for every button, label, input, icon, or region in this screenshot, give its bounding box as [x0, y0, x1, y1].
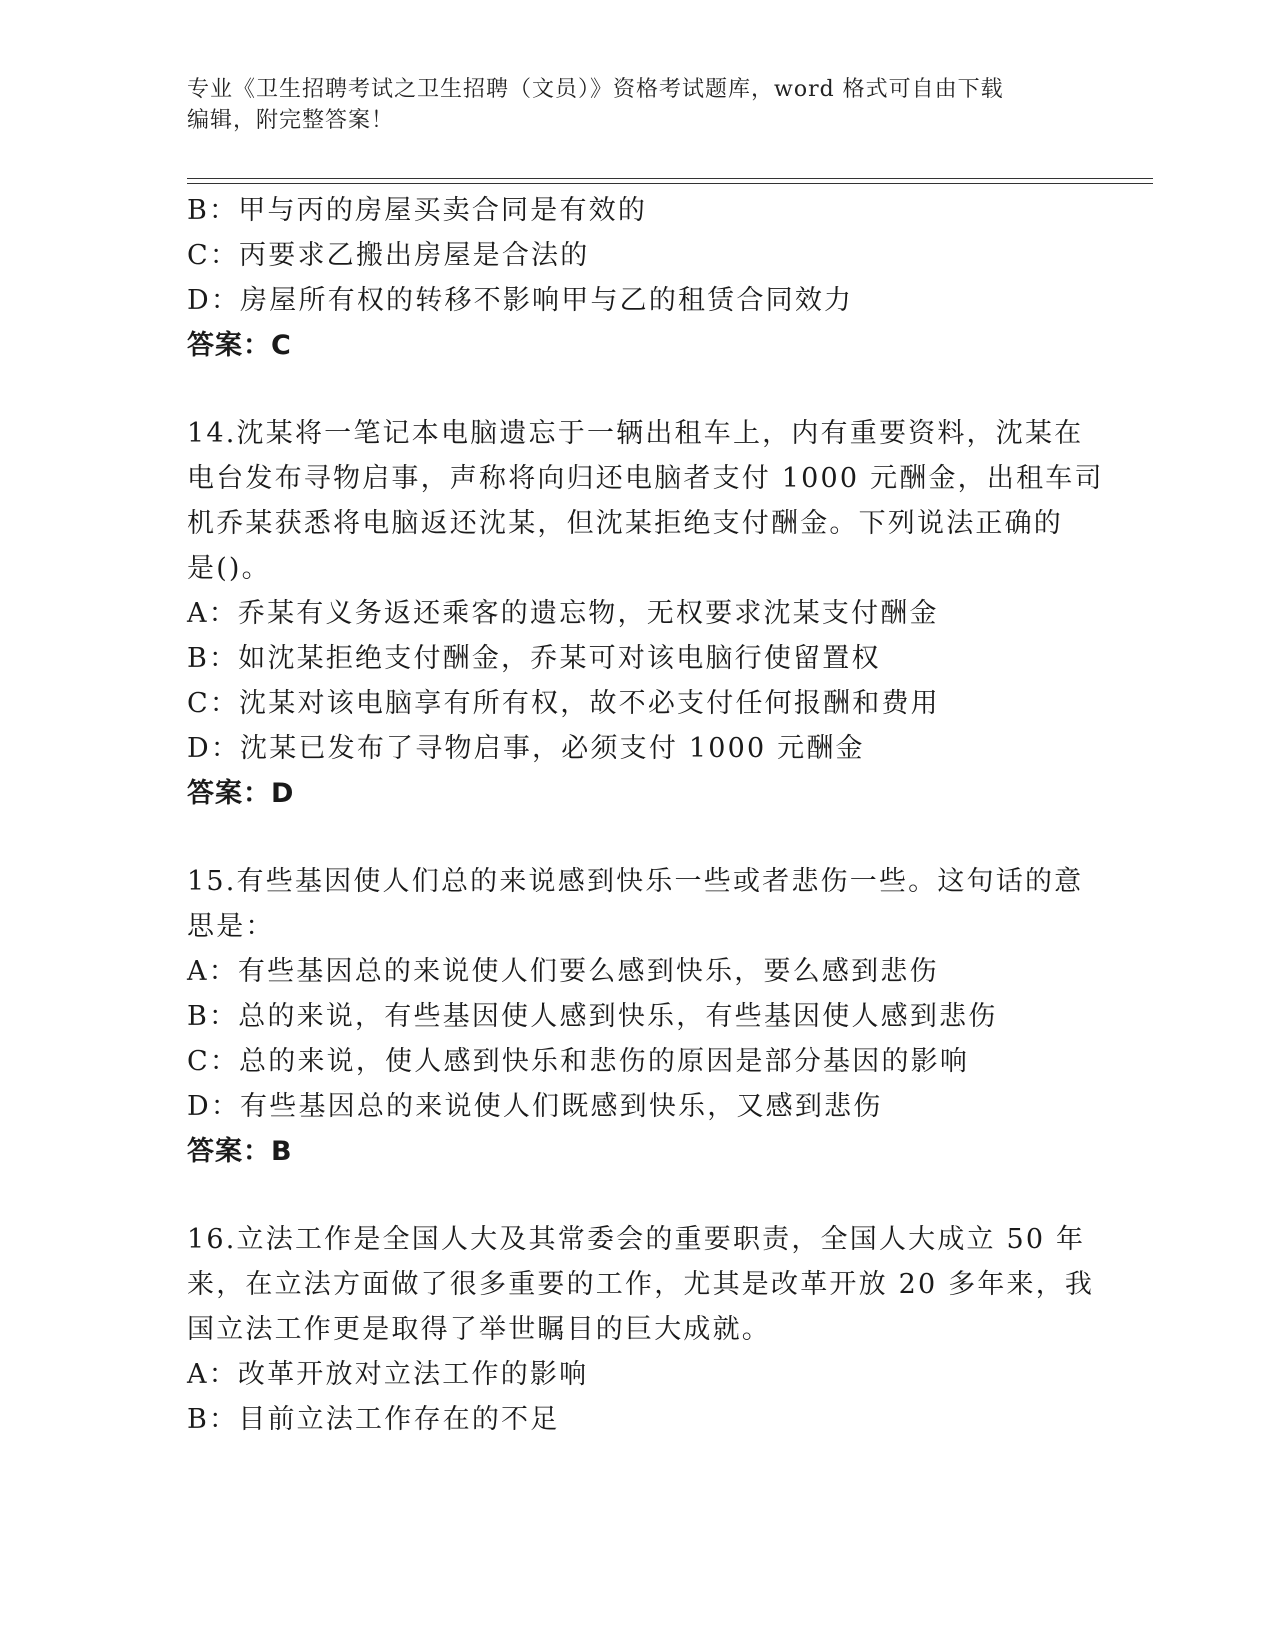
- question-stem-line: 思是：: [187, 911, 275, 942]
- option-d: D：房屋所有权的转移不影响甲与乙的租赁合同效力: [187, 285, 854, 316]
- option-d: D：有些基因总的来说使人们既感到快乐，又感到悲伤: [187, 1091, 883, 1122]
- question-stem-line: 是()。: [187, 553, 271, 584]
- option-a: A：有些基因总的来说使人们要么感到快乐，要么感到悲伤: [187, 956, 939, 987]
- option-c: C：丙要求乙搬出房屋是合法的: [187, 240, 590, 271]
- header-divider: [187, 178, 1153, 184]
- question-stem-line: 机乔某获悉将电脑返还沈某，但沈某拒绝支付酬金。下列说法正确的: [187, 508, 1063, 539]
- answer: 答案：C: [187, 330, 292, 361]
- option-d: D：沈某已发布了寻物启事，必须支付 1000 元酬金: [187, 733, 865, 764]
- question-stem-line: 来，在立法方面做了很多重要的工作，尤其是改革开放 20 多年来，我: [187, 1269, 1095, 1300]
- option-a: A：乔某有义务返还乘客的遗忘物，无权要求沈某支付酬金: [187, 598, 939, 629]
- question-14: [187, 411, 1104, 816]
- option-b: B：如沈某拒绝支付酬金，乔某可对该电脑行使留置权: [187, 643, 881, 674]
- question-16: [187, 1217, 1095, 1442]
- spacer: [187, 816, 1067, 859]
- answer: 答案：B: [187, 1136, 293, 1167]
- question-stem-line: 16.立法工作是全国人大及其常委会的重要职责，全国人大成立 50 年: [187, 1224, 1086, 1255]
- option-c: C：总的来说，使人感到快乐和悲伤的原因是部分基因的影响: [187, 1046, 970, 1077]
- question-stem-line: 14.沈某将一笔记本电脑遗忘于一辆出租车上，内有重要资料，沈某在: [187, 418, 1084, 449]
- option-c: C：沈某对该电脑享有所有权，故不必支付任何报酬和费用: [187, 688, 940, 719]
- option-a: A：改革开放对立法工作的影响: [187, 1359, 589, 1390]
- spacer: [187, 1174, 1067, 1217]
- question-13: [187, 188, 1067, 368]
- option-b: B：总的来说，有些基因使人感到快乐，有些基因使人感到悲伤: [187, 1001, 998, 1032]
- header-line-1: 专业《卫生招聘考试之卫生招聘（文员）》资格考试题库，word 格式可自由下载: [187, 77, 1004, 102]
- header-line-2: 编辑，附完整答案！: [187, 108, 395, 133]
- question-stem-line: 电台发布寻物启事，声称将向归还电脑者支付 1000 元酬金，出租车司: [187, 463, 1104, 494]
- question-list: [187, 188, 1104, 1442]
- question-15: [187, 859, 1084, 1174]
- page-header: [187, 74, 1067, 136]
- option-b: B：目前立法工作存在的不足: [187, 1404, 560, 1435]
- question-stem-line: 15.有些基因使人们总的来说感到快乐一些或者悲伤一些。这句话的意: [187, 866, 1084, 897]
- spacer: [187, 368, 1067, 411]
- question-stem-line: 国立法工作更是取得了举世瞩目的巨大成就。: [187, 1314, 771, 1345]
- answer: 答案：D: [187, 778, 295, 809]
- option-b: B：甲与丙的房屋买卖合同是有效的: [187, 195, 648, 226]
